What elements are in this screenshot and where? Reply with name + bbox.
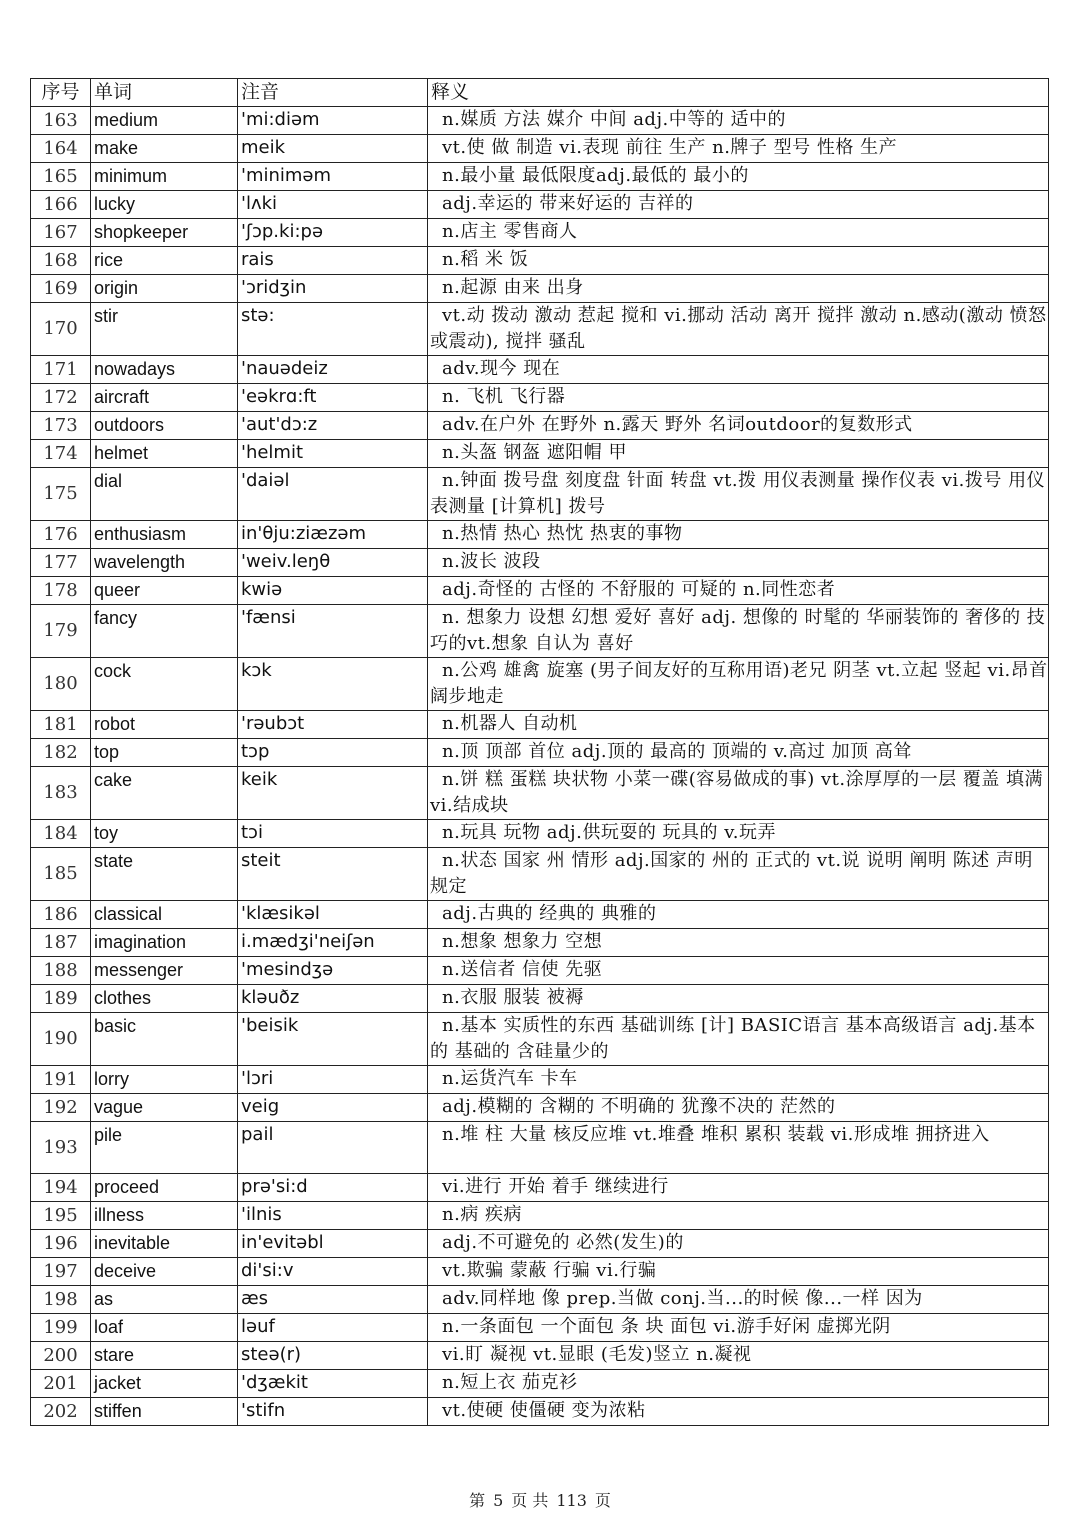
table-row	[31, 247, 1049, 275]
table-row	[31, 384, 1049, 412]
row-number: 170	[31, 303, 91, 356]
table-row	[31, 848, 1049, 901]
row-definition	[428, 1013, 1049, 1066]
definition-text: n. 飞机 飞行器	[442, 386, 566, 407]
table-row	[31, 468, 1049, 521]
row-number: 168	[31, 247, 91, 275]
definition-text: n.短上衣 茄克衫	[442, 1372, 578, 1393]
footer-middle: 页 共	[511, 1491, 549, 1510]
row-number: 163	[31, 107, 91, 135]
row-definition	[428, 549, 1049, 577]
table-row	[31, 1174, 1049, 1202]
definition-text: adj.模糊的 含糊的 不明确的 犹豫不决的 茫然的	[442, 1096, 836, 1117]
row-number: 176	[31, 521, 91, 549]
row-number: 181	[31, 711, 91, 739]
definition-text: n.公鸡 雄禽 旋塞 (男子间友好的互称用语)老兄 阴茎 vt.立起 竖起 vi.昂首阔步地走	[430, 660, 1048, 707]
table-row	[31, 711, 1049, 739]
row-phonetic: pail	[238, 1122, 428, 1174]
row-definition	[428, 440, 1049, 468]
row-word: imagination	[91, 929, 238, 957]
row-definition	[428, 191, 1049, 219]
row-number: 189	[31, 985, 91, 1013]
row-number: 200	[31, 1342, 91, 1370]
footer-total-pages: 113	[556, 1491, 587, 1510]
table-row	[31, 303, 1049, 356]
table-row	[31, 605, 1049, 658]
definition-text: vt.动 拨动 激动 惹起 搅和 vi.挪动 活动 离开 搅拌 激动 n.感动(激动 愤怒或震动), 搅拌 骚乱	[430, 305, 1047, 352]
row-definition	[428, 1174, 1049, 1202]
table-row	[31, 1398, 1049, 1426]
row-word: illness	[91, 1202, 238, 1230]
row-phonetic: steit	[238, 848, 428, 901]
row-definition	[428, 1066, 1049, 1094]
row-word: inevitable	[91, 1230, 238, 1258]
definition-text: n.机器人 自动机	[442, 713, 578, 734]
row-word: stir	[91, 303, 238, 356]
table-row	[31, 356, 1049, 384]
row-definition	[428, 901, 1049, 929]
definition-text: n.饼 糕 蛋糕 块状物 小菜一碟(容易做成的事) vt.涂厚厚的一层 覆盖 填满 vi.结成块	[430, 769, 1044, 816]
table-row	[31, 1370, 1049, 1398]
row-number: 183	[31, 767, 91, 820]
definition-text: adv.同样地 像 prep.当做 conj.当...的时候 像...一样 因为	[442, 1288, 923, 1309]
row-phonetic: kwiə	[238, 577, 428, 605]
row-phonetic: 'lɔri	[238, 1066, 428, 1094]
row-word: dial	[91, 468, 238, 521]
row-phonetic: æs	[238, 1286, 428, 1314]
row-number: 165	[31, 163, 91, 191]
row-number: 188	[31, 957, 91, 985]
footer-suffix: 页	[594, 1491, 611, 1510]
definition-text: adv.在户外 在野外 n.露天 野外 名词outdoor的复数形式	[442, 414, 913, 435]
header-number: 序号	[31, 79, 91, 107]
row-number: 182	[31, 739, 91, 767]
row-phonetic: 'helmit	[238, 440, 428, 468]
row-definition	[428, 957, 1049, 985]
row-phonetic: keik	[238, 767, 428, 820]
row-definition	[428, 521, 1049, 549]
row-definition	[428, 163, 1049, 191]
row-phonetic: kləuðz	[238, 985, 428, 1013]
row-phonetic: 'eəkrɑ:ft	[238, 384, 428, 412]
row-phonetic: 'daiəl	[238, 468, 428, 521]
row-definition	[428, 1258, 1049, 1286]
definition-text: n.最小量 最低限度adj.最低的 最小的	[442, 165, 749, 186]
table-row	[31, 820, 1049, 848]
row-definition	[428, 1122, 1049, 1174]
table-row	[31, 275, 1049, 303]
table-row	[31, 1122, 1049, 1174]
row-word: toy	[91, 820, 238, 848]
row-word: robot	[91, 711, 238, 739]
definition-text: n.玩具 玩物 adj.供玩耍的 玩具的 v.玩弄	[442, 822, 777, 843]
row-phonetic: 'aut'dɔ:z	[238, 412, 428, 440]
row-phonetic: prə'si:d	[238, 1174, 428, 1202]
row-word: outdoors	[91, 412, 238, 440]
header-phonetic: 注音	[238, 79, 428, 107]
row-phonetic: 'klæsikəl	[238, 901, 428, 929]
row-number: 192	[31, 1094, 91, 1122]
row-number: 175	[31, 468, 91, 521]
table-row	[31, 1230, 1049, 1258]
row-phonetic: steə(r)	[238, 1342, 428, 1370]
table-row	[31, 1094, 1049, 1122]
row-number: 193	[31, 1122, 91, 1174]
row-word: rice	[91, 247, 238, 275]
row-number: 169	[31, 275, 91, 303]
row-definition	[428, 219, 1049, 247]
table-row	[31, 107, 1049, 135]
row-word: minimum	[91, 163, 238, 191]
row-phonetic: tɔi	[238, 820, 428, 848]
row-phonetic: 'rəubɔt	[238, 711, 428, 739]
row-word: queer	[91, 577, 238, 605]
row-definition	[428, 848, 1049, 901]
table-row	[31, 163, 1049, 191]
row-number: 166	[31, 191, 91, 219]
row-phonetic: ləuf	[238, 1314, 428, 1342]
table-row	[31, 219, 1049, 247]
row-word: cake	[91, 767, 238, 820]
table-row	[31, 767, 1049, 820]
definition-text: n.运货汽车 卡车	[442, 1068, 578, 1089]
table-row	[31, 1202, 1049, 1230]
row-word: enthusiasm	[91, 521, 238, 549]
definition-text: n.基本 实质性的东西 基础训练 [计] BASIC语言 基本高级语言 adj.基本的 基础的 含硅量少的	[430, 1015, 1036, 1062]
row-phonetic: 'ʃɔp.ki:pə	[238, 219, 428, 247]
row-definition	[428, 820, 1049, 848]
row-number: 171	[31, 356, 91, 384]
table-header-row	[31, 79, 1049, 107]
row-word: lorry	[91, 1066, 238, 1094]
row-phonetic: meik	[238, 135, 428, 163]
row-number: 164	[31, 135, 91, 163]
table-row	[31, 1286, 1049, 1314]
definition-text: adj.幸运的 带来好运的 吉祥的	[442, 193, 694, 214]
row-definition	[428, 275, 1049, 303]
definition-text: n.波长 波段	[442, 551, 541, 572]
definition-text: vt.欺骗 蒙蔽 行骗 vi.行骗	[442, 1260, 657, 1281]
header-word: 单词	[91, 79, 238, 107]
table-row	[31, 191, 1049, 219]
row-definition	[428, 767, 1049, 820]
table-row	[31, 412, 1049, 440]
row-definition	[428, 468, 1049, 521]
row-word: wavelength	[91, 549, 238, 577]
row-word: deceive	[91, 1258, 238, 1286]
row-word: as	[91, 1286, 238, 1314]
row-number: 196	[31, 1230, 91, 1258]
row-number: 202	[31, 1398, 91, 1426]
row-word: clothes	[91, 985, 238, 1013]
row-definition	[428, 1230, 1049, 1258]
row-phonetic: i.mædʒi'neiʃən	[238, 929, 428, 957]
row-word: nowadays	[91, 356, 238, 384]
row-word: loaf	[91, 1314, 238, 1342]
definition-text: n.一条面包 一个面包 条 块 面包 vi.游手好闲 虚掷光阴	[442, 1316, 891, 1337]
footer-page-number: 5	[493, 1491, 504, 1510]
row-number: 186	[31, 901, 91, 929]
table-row	[31, 985, 1049, 1013]
row-phonetic: 'weiv.leŋθ	[238, 549, 428, 577]
table-row	[31, 739, 1049, 767]
row-phonetic: 'mi:diəm	[238, 107, 428, 135]
row-definition	[428, 985, 1049, 1013]
page-footer	[0, 1488, 1080, 1511]
header-definition: 释义	[428, 79, 1049, 107]
row-word: fancy	[91, 605, 238, 658]
row-phonetic: 'beisik	[238, 1013, 428, 1066]
definition-text: n.送信者 信使 先驱	[442, 959, 603, 980]
definition-text: n.媒质 方法 媒介 中间 adj.中等的 适中的	[442, 109, 786, 130]
table-row	[31, 577, 1049, 605]
table-row	[31, 549, 1049, 577]
definition-text: vi.进行 开始 着手 继续进行	[442, 1176, 669, 1197]
row-number: 187	[31, 929, 91, 957]
row-phonetic: kɔk	[238, 658, 428, 711]
row-number: 197	[31, 1258, 91, 1286]
row-word: stare	[91, 1342, 238, 1370]
row-definition	[428, 929, 1049, 957]
row-number: 172	[31, 384, 91, 412]
definition-text: n.状态 国家 州 情形 adj.国家的 州的 正式的 vt.说 说明 阐明 陈述 声明 规定	[430, 850, 1033, 897]
row-number: 174	[31, 440, 91, 468]
row-phonetic: rais	[238, 247, 428, 275]
row-word: origin	[91, 275, 238, 303]
definition-text: n.病 疾病	[442, 1204, 523, 1225]
row-word: proceed	[91, 1174, 238, 1202]
definition-text: vt.使 做 制造 vi.表现 前往 生产 n.牌子 型号 性格 生产	[442, 137, 898, 158]
definition-text: n.稻 米 饭	[442, 249, 529, 270]
row-phonetic: 'fænsi	[238, 605, 428, 658]
row-phonetic: 'mesindʒə	[238, 957, 428, 985]
row-word: aircraft	[91, 384, 238, 412]
row-word: messenger	[91, 957, 238, 985]
row-definition	[428, 247, 1049, 275]
row-number: 180	[31, 658, 91, 711]
row-definition	[428, 658, 1049, 711]
row-phonetic: veig	[238, 1094, 428, 1122]
footer-prefix: 第	[469, 1491, 486, 1510]
row-number: 179	[31, 605, 91, 658]
row-definition	[428, 605, 1049, 658]
table-row	[31, 901, 1049, 929]
row-number: 178	[31, 577, 91, 605]
row-phonetic: in'evitəbl	[238, 1230, 428, 1258]
table-row	[31, 1013, 1049, 1066]
row-definition	[428, 107, 1049, 135]
row-definition	[428, 1094, 1049, 1122]
row-definition	[428, 135, 1049, 163]
table-row	[31, 1258, 1049, 1286]
row-definition	[428, 303, 1049, 356]
row-number: 194	[31, 1174, 91, 1202]
row-definition	[428, 1342, 1049, 1370]
row-number: 195	[31, 1202, 91, 1230]
vocabulary-table	[30, 78, 1049, 1426]
definition-text: vi.盯 凝视 vt.显眼 (毛发)竖立 n.凝视	[442, 1344, 752, 1365]
row-definition	[428, 412, 1049, 440]
row-word: helmet	[91, 440, 238, 468]
table-row	[31, 521, 1049, 549]
row-number: 185	[31, 848, 91, 901]
row-phonetic: di'si:v	[238, 1258, 428, 1286]
row-phonetic: 'miniməm	[238, 163, 428, 191]
row-definition	[428, 739, 1049, 767]
row-number: 167	[31, 219, 91, 247]
row-phonetic: 'ɔridʒin	[238, 275, 428, 303]
row-definition	[428, 577, 1049, 605]
row-number: 198	[31, 1286, 91, 1314]
definition-text: adv.现今 现在	[442, 358, 561, 379]
row-definition	[428, 356, 1049, 384]
row-word: basic	[91, 1013, 238, 1066]
row-phonetic: tɔp	[238, 739, 428, 767]
definition-text: n.顶 顶部 首位 adj.顶的 最高的 顶端的 v.高过 加顶 高耸	[442, 741, 912, 762]
row-definition	[428, 1314, 1049, 1342]
definition-text: n.堆 柱 大量 核反应堆 vt.堆叠 堆积 累积 装载 vi.形成堆 拥挤进入	[442, 1124, 990, 1145]
row-word: top	[91, 739, 238, 767]
row-word: lucky	[91, 191, 238, 219]
row-word: cock	[91, 658, 238, 711]
definition-text: adj.不可避免的 必然(发生)的	[442, 1232, 684, 1253]
definition-text: n.头盔 钢盔 遮阳帽 甲	[442, 442, 627, 463]
definition-text: n.想象 想象力 空想	[442, 931, 603, 952]
row-number: 173	[31, 412, 91, 440]
row-word: stiffen	[91, 1398, 238, 1426]
row-phonetic: 'nauədeiz	[238, 356, 428, 384]
row-phonetic: 'lʌki	[238, 191, 428, 219]
row-phonetic: 'ilnis	[238, 1202, 428, 1230]
row-phonetic: stə:	[238, 303, 428, 356]
definition-text: adj.古典的 经典的 典雅的	[442, 903, 657, 924]
row-phonetic: 'dʒækit	[238, 1370, 428, 1398]
row-word: pile	[91, 1122, 238, 1174]
table-row	[31, 440, 1049, 468]
row-definition	[428, 1398, 1049, 1426]
table-row	[31, 929, 1049, 957]
table-row	[31, 1342, 1049, 1370]
row-definition	[428, 1286, 1049, 1314]
row-number: 190	[31, 1013, 91, 1066]
row-word: classical	[91, 901, 238, 929]
table-row	[31, 658, 1049, 711]
row-number: 199	[31, 1314, 91, 1342]
row-number: 177	[31, 549, 91, 577]
row-word: make	[91, 135, 238, 163]
definition-text: n.店主 零售商人	[442, 221, 578, 242]
definition-text: n.起源 由来 出身	[442, 277, 584, 298]
table-row	[31, 135, 1049, 163]
row-phonetic: in'θju:ziæzəm	[238, 521, 428, 549]
row-number: 191	[31, 1066, 91, 1094]
definition-text: n.钟面 拨号盘 刻度盘 针面 转盘 vt.拨 用仪表测量 操作仪表 vi.拨号 用仪表测量 [计算机] 拨号	[430, 470, 1046, 517]
row-definition	[428, 384, 1049, 412]
table-row	[31, 1314, 1049, 1342]
definition-text: n.热情 热心 热忱 热衷的事物	[442, 523, 683, 544]
row-word: state	[91, 848, 238, 901]
row-definition	[428, 1202, 1049, 1230]
row-definition	[428, 711, 1049, 739]
row-word: vague	[91, 1094, 238, 1122]
definition-text: n.衣服 服装 被褥	[442, 987, 584, 1008]
table-row	[31, 957, 1049, 985]
definition-text: adj.奇怪的 古怪的 不舒服的 可疑的 n.同性恋者	[442, 579, 836, 600]
definition-text: vt.使硬 使僵硬 变为浓粘	[442, 1400, 646, 1421]
row-phonetic: 'stifn	[238, 1398, 428, 1426]
row-word: jacket	[91, 1370, 238, 1398]
row-number: 201	[31, 1370, 91, 1398]
row-word: shopkeeper	[91, 219, 238, 247]
row-definition	[428, 1370, 1049, 1398]
definition-text: n. 想象力 设想 幻想 爱好 喜好 adj. 想像的 时髦的 华丽装饰的 奢侈的 技巧的vt.想象 自认为 喜好	[430, 607, 1046, 654]
table-row	[31, 1066, 1049, 1094]
row-word: medium	[91, 107, 238, 135]
row-number: 184	[31, 820, 91, 848]
